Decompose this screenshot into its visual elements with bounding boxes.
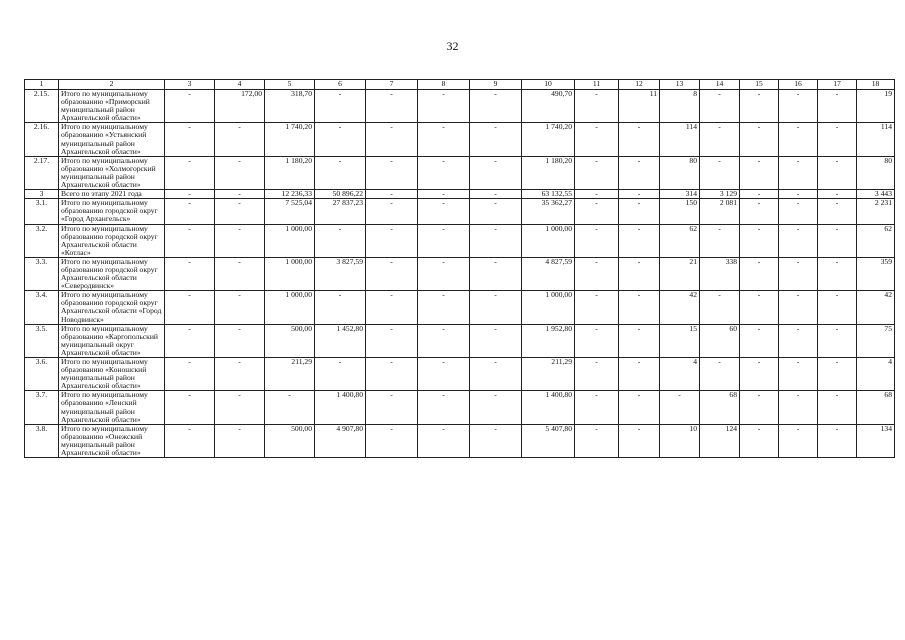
value-cell: -	[740, 123, 779, 156]
table-row	[25, 224, 895, 257]
value-cell: -	[165, 224, 215, 257]
column-header: 18	[857, 80, 895, 90]
value-cell: -	[315, 123, 366, 156]
value-cell: -	[215, 156, 265, 189]
value-cell: -	[165, 324, 215, 357]
value-cell: -	[165, 199, 215, 224]
table-row	[25, 199, 895, 224]
value-cell: 172,00	[215, 90, 265, 123]
value-cell: -	[740, 190, 779, 199]
value-cell: -	[779, 391, 818, 424]
value-cell: 1 400,80	[522, 391, 575, 424]
value-cell: -	[418, 156, 470, 189]
value-cell: 2 081	[700, 199, 740, 224]
value-cell: -	[779, 190, 818, 199]
value-cell: -	[366, 199, 418, 224]
value-cell: -	[366, 156, 418, 189]
value-cell: -	[470, 190, 522, 199]
value-cell: -	[619, 424, 660, 457]
column-header: 8	[418, 80, 470, 90]
value-cell: 3 827,59	[315, 257, 366, 290]
value-cell: -	[165, 156, 215, 189]
value-cell: -	[165, 424, 215, 457]
value-cell: -	[660, 391, 700, 424]
value-cell: -	[740, 424, 779, 457]
row-name-cell: Итого по муниципальному образованию городской округ «Город Архангельск»	[59, 199, 165, 224]
value-cell: -	[779, 90, 818, 123]
value-cell: 62	[857, 224, 895, 257]
value-cell: -	[779, 156, 818, 189]
value-cell: 60	[700, 324, 740, 357]
value-cell: -	[315, 156, 366, 189]
value-cell: -	[366, 224, 418, 257]
value-cell: -	[575, 291, 619, 324]
value-cell: 50 896,22	[315, 190, 366, 199]
row-name-cell: Итого по муниципальному образованию городской округ Архангельской области «Северодвинск»	[59, 257, 165, 290]
value-cell: 3 129	[700, 190, 740, 199]
value-cell: -	[575, 324, 619, 357]
value-cell: 21	[660, 257, 700, 290]
row-number-cell: 2.16.	[25, 123, 59, 156]
row-number-cell: 3.5.	[25, 324, 59, 357]
table-row	[25, 324, 895, 357]
value-cell: -	[619, 358, 660, 391]
value-cell: -	[315, 291, 366, 324]
table-row	[25, 291, 895, 324]
column-header: 5	[265, 80, 315, 90]
value-cell: -	[575, 224, 619, 257]
table-row	[25, 156, 895, 189]
value-cell: -	[215, 391, 265, 424]
value-cell: -	[818, 156, 857, 189]
value-cell: -	[818, 324, 857, 357]
value-cell: 318,70	[265, 90, 315, 123]
value-cell: -	[818, 358, 857, 391]
value-cell: -	[470, 224, 522, 257]
column-header: 12	[619, 80, 660, 90]
table-row	[25, 123, 895, 156]
column-header: 17	[818, 80, 857, 90]
value-cell: -	[779, 224, 818, 257]
value-cell: 4 827,59	[522, 257, 575, 290]
table-row	[25, 391, 895, 424]
column-header: 13	[660, 80, 700, 90]
value-cell: -	[575, 424, 619, 457]
value-cell: -	[740, 90, 779, 123]
row-number-cell: 3.2.	[25, 224, 59, 257]
value-cell: -	[575, 358, 619, 391]
value-cell: 1 000,00	[265, 291, 315, 324]
column-header: 1	[25, 80, 59, 90]
value-cell: 27 837,23	[315, 199, 366, 224]
value-cell: -	[700, 291, 740, 324]
value-cell: -	[366, 358, 418, 391]
value-cell: 35 362,27	[522, 199, 575, 224]
value-cell: 80	[857, 156, 895, 189]
value-cell: -	[575, 257, 619, 290]
value-cell: 10	[660, 424, 700, 457]
value-cell: -	[740, 391, 779, 424]
value-cell: -	[418, 123, 470, 156]
value-cell: 11	[619, 90, 660, 123]
value-cell: -	[366, 324, 418, 357]
table-row	[25, 90, 895, 123]
value-cell: -	[215, 199, 265, 224]
value-cell: -	[619, 391, 660, 424]
value-cell: -	[470, 90, 522, 123]
value-cell: -	[165, 257, 215, 290]
value-cell: -	[470, 424, 522, 457]
value-cell: 8	[660, 90, 700, 123]
value-cell: 42	[857, 291, 895, 324]
value-cell: -	[165, 291, 215, 324]
row-name-cell: Итого по муниципальному образованию «Устьянский муниципальный район Архангельской области»	[59, 123, 165, 156]
value-cell: -	[418, 358, 470, 391]
row-number-cell: 3.6.	[25, 358, 59, 391]
row-name-cell: Итого по муниципальному образованию городской округ Архангельской области «Город Новодвинск»	[59, 291, 165, 324]
value-cell: -	[215, 224, 265, 257]
value-cell: -	[779, 257, 818, 290]
value-cell: 150	[660, 199, 700, 224]
row-number-cell: 3.7.	[25, 391, 59, 424]
value-cell: -	[315, 358, 366, 391]
value-cell: -	[619, 291, 660, 324]
value-cell: -	[366, 391, 418, 424]
value-cell: 68	[700, 391, 740, 424]
value-cell: -	[215, 291, 265, 324]
value-cell: -	[575, 190, 619, 199]
row-name-cell: Всего по этапу 2021 года	[59, 190, 165, 199]
value-cell: -	[575, 199, 619, 224]
value-cell: 338	[700, 257, 740, 290]
value-cell: -	[315, 224, 366, 257]
value-cell: 63 132,55	[522, 190, 575, 199]
header-row	[25, 80, 895, 90]
value-cell: -	[818, 391, 857, 424]
value-cell: -	[418, 90, 470, 123]
value-cell: -	[366, 257, 418, 290]
value-cell: -	[740, 358, 779, 391]
value-cell: -	[818, 123, 857, 156]
value-cell: 490,70	[522, 90, 575, 123]
column-header: 11	[575, 80, 619, 90]
value-cell: 500,00	[265, 424, 315, 457]
table-row	[25, 424, 895, 457]
value-cell: -	[740, 156, 779, 189]
value-cell: 1 452,80	[315, 324, 366, 357]
value-cell: -	[315, 90, 366, 123]
value-cell: -	[740, 291, 779, 324]
row-name-cell: Итого по муниципальному образованию «Холмогорский муниципальный район Архангельской области»	[59, 156, 165, 189]
value-cell: 2 231	[857, 199, 895, 224]
value-cell: -	[215, 424, 265, 457]
value-cell: 42	[660, 291, 700, 324]
value-cell: 4	[857, 358, 895, 391]
value-cell: 359	[857, 257, 895, 290]
row-name-cell: Итого по муниципальному образованию «Приморский муниципальный район Архангельской области»	[59, 90, 165, 123]
value-cell: -	[619, 190, 660, 199]
value-cell: -	[575, 391, 619, 424]
column-header: 10	[522, 80, 575, 90]
table-row	[25, 257, 895, 290]
value-cell: 1 740,20	[522, 123, 575, 156]
row-name-cell: Итого по муниципальному образованию городской округ Архангельской области «Котлас»	[59, 224, 165, 257]
value-cell: -	[418, 324, 470, 357]
value-cell: 114	[857, 123, 895, 156]
value-cell: -	[740, 224, 779, 257]
value-cell: -	[366, 90, 418, 123]
value-cell: -	[619, 199, 660, 224]
value-cell: -	[418, 224, 470, 257]
column-header: 4	[215, 80, 265, 90]
value-cell: 1 740,20	[265, 123, 315, 156]
value-cell: 3 443	[857, 190, 895, 199]
row-name-cell: Итого по муниципальному образованию «Ленский муниципальный район Архангельской области»	[59, 391, 165, 424]
value-cell: 1 180,20	[265, 156, 315, 189]
value-cell: -	[818, 257, 857, 290]
row-number-cell: 2.17.	[25, 156, 59, 189]
column-header: 14	[700, 80, 740, 90]
row-number-cell: 3.3.	[25, 257, 59, 290]
value-cell: -	[779, 358, 818, 391]
value-cell: -	[470, 156, 522, 189]
column-header: 16	[779, 80, 818, 90]
value-cell: 134	[857, 424, 895, 457]
row-number-cell: 3.8.	[25, 424, 59, 457]
value-cell: -	[366, 123, 418, 156]
table-row	[25, 190, 895, 199]
value-cell: -	[818, 199, 857, 224]
value-cell: -	[470, 291, 522, 324]
value-cell: -	[619, 123, 660, 156]
value-cell: 15	[660, 324, 700, 357]
value-cell: -	[700, 90, 740, 123]
value-cell: -	[700, 123, 740, 156]
value-cell: -	[470, 257, 522, 290]
value-cell: 314	[660, 190, 700, 199]
value-cell: -	[470, 358, 522, 391]
value-cell: 62	[660, 224, 700, 257]
value-cell: -	[700, 358, 740, 391]
value-cell: -	[215, 123, 265, 156]
value-cell: -	[418, 424, 470, 457]
value-cell: -	[215, 358, 265, 391]
value-cell: -	[215, 257, 265, 290]
value-cell: -	[818, 424, 857, 457]
value-cell: -	[619, 224, 660, 257]
column-header: 7	[366, 80, 418, 90]
value-cell: -	[265, 391, 315, 424]
value-cell: -	[165, 358, 215, 391]
value-cell: 1 000,00	[265, 257, 315, 290]
column-header: 6	[315, 80, 366, 90]
value-cell: 80	[660, 156, 700, 189]
value-cell: -	[470, 391, 522, 424]
value-cell: -	[418, 257, 470, 290]
value-cell: -	[470, 324, 522, 357]
value-cell: 75	[857, 324, 895, 357]
value-cell: -	[818, 90, 857, 123]
row-number-cell: 3.4.	[25, 291, 59, 324]
value-cell: -	[165, 391, 215, 424]
row-name-cell: Итого по муниципальному образованию «Онежский муниципальный район Архангельской области»	[59, 424, 165, 457]
value-cell: -	[366, 424, 418, 457]
value-cell: -	[215, 190, 265, 199]
value-cell: 7 525,04	[265, 199, 315, 224]
value-cell: -	[818, 224, 857, 257]
value-cell: 12 236,33	[265, 190, 315, 199]
value-cell: -	[619, 324, 660, 357]
value-cell: -	[215, 324, 265, 357]
row-number-cell: 3.1.	[25, 199, 59, 224]
value-cell: -	[418, 199, 470, 224]
value-cell: 1 000,00	[522, 224, 575, 257]
value-cell: -	[818, 291, 857, 324]
value-cell: 4	[660, 358, 700, 391]
value-cell: -	[740, 324, 779, 357]
value-cell: -	[470, 123, 522, 156]
column-header: 15	[740, 80, 779, 90]
value-cell: -	[779, 199, 818, 224]
value-cell: -	[470, 199, 522, 224]
value-cell: -	[575, 156, 619, 189]
value-cell: 4 907,80	[315, 424, 366, 457]
value-cell: 19	[857, 90, 895, 123]
value-cell: 1 400,80	[315, 391, 366, 424]
table-body	[25, 90, 895, 458]
value-cell: 1 952,80	[522, 324, 575, 357]
value-cell: 1 000,00	[522, 291, 575, 324]
value-cell: 114	[660, 123, 700, 156]
value-cell: -	[740, 257, 779, 290]
row-number-cell: 3	[25, 190, 59, 199]
value-cell: -	[165, 90, 215, 123]
value-cell: -	[165, 190, 215, 199]
value-cell: -	[575, 123, 619, 156]
value-cell: 68	[857, 391, 895, 424]
value-cell: -	[619, 257, 660, 290]
value-cell: -	[779, 291, 818, 324]
column-header: 3	[165, 80, 215, 90]
value-cell: -	[165, 123, 215, 156]
value-cell: -	[700, 224, 740, 257]
value-cell: 211,29	[265, 358, 315, 391]
value-cell: -	[700, 156, 740, 189]
page-number: 32	[446, 39, 459, 53]
value-cell: 1 000,00	[265, 224, 315, 257]
value-cell: 1 180,20	[522, 156, 575, 189]
program-table	[24, 79, 895, 458]
row-name-cell: Итого по муниципальному образованию «Коношский муниципальный район Архангельской области»	[59, 358, 165, 391]
value-cell: 211,29	[522, 358, 575, 391]
table-row	[25, 358, 895, 391]
value-cell: -	[779, 123, 818, 156]
value-cell: -	[779, 424, 818, 457]
value-cell: -	[418, 190, 470, 199]
row-number-cell: 2.15.	[25, 90, 59, 123]
value-cell: 500,00	[265, 324, 315, 357]
value-cell: 124	[700, 424, 740, 457]
value-cell: -	[818, 190, 857, 199]
value-cell: -	[575, 90, 619, 123]
value-cell: -	[418, 391, 470, 424]
column-header: 9	[470, 80, 522, 90]
value-cell: -	[779, 324, 818, 357]
value-cell: 5 407,80	[522, 424, 575, 457]
row-name-cell: Итого по муниципальному образованию «Каргопольский муниципальный округ Архангельской области»	[59, 324, 165, 357]
value-cell: -	[366, 291, 418, 324]
value-cell: -	[740, 199, 779, 224]
value-cell: -	[366, 190, 418, 199]
column-header: 2	[59, 80, 165, 90]
value-cell: -	[418, 291, 470, 324]
value-cell: -	[619, 156, 660, 189]
